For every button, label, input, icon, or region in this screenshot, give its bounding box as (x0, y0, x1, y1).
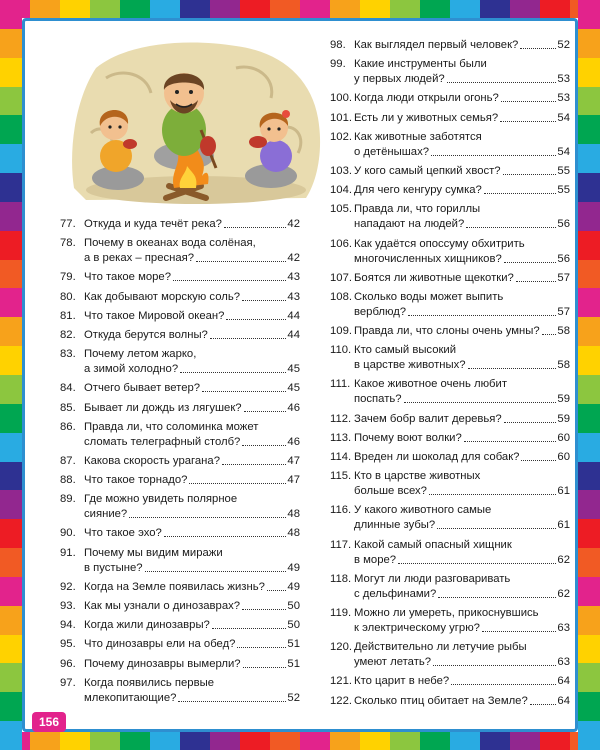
toc-entry-page: 57 (557, 271, 570, 284)
toc-entry-title: Вреден ли шоколад для собак? (354, 451, 520, 463)
toc-entry-title: Почему в океанах вода солёная, (84, 237, 256, 250)
toc-entry-page: 56 (557, 218, 570, 231)
toc-entry-page: 45 (287, 382, 300, 395)
leader-dots (222, 454, 286, 465)
toc-entry[interactable] (60, 217, 300, 232)
leader-dots (500, 111, 556, 122)
leader-dots (210, 328, 287, 339)
toc-entry[interactable] (60, 637, 300, 652)
toc-entry-page: 43 (287, 290, 300, 303)
leader-dots (484, 183, 557, 194)
leader-dots (244, 401, 287, 412)
toc-entry[interactable] (330, 431, 570, 446)
leader-dots (242, 290, 286, 301)
rainbow-border-top (0, 0, 600, 18)
toc-entry-title: умеют летать? (354, 656, 432, 669)
caveman-family-campfire-illustration (66, 38, 324, 208)
leader-dots (429, 484, 556, 495)
leader-dots (466, 217, 556, 228)
leader-dots (237, 637, 286, 648)
toc-entry-page: 63 (557, 656, 570, 669)
toc-entry-title: сломать телеграфный столб? (84, 435, 241, 448)
leader-dots (178, 691, 286, 702)
toc-entry-title: Есть ли у животных семья? (354, 111, 499, 124)
leader-dots (189, 473, 286, 484)
toc-entry-page: 47 (287, 454, 300, 467)
toc-entry-page: 54 (557, 145, 570, 158)
toc-entry[interactable] (60, 347, 300, 377)
toc-entry-number: 99. (330, 58, 346, 71)
toc-entry-title: Как мы узнали о динозаврах? (84, 600, 241, 612)
toc-entry-title: Какова скорость урагана? (84, 454, 220, 467)
toc-entry-number: 120. (330, 641, 352, 654)
toc-entry[interactable] (330, 91, 570, 106)
toc-entry-page: 43 (287, 271, 300, 284)
toc-entry-number: 87. (60, 454, 76, 467)
toc-entry-page: 56 (557, 252, 570, 265)
toc-entry-page: 52 (287, 691, 300, 704)
leader-dots (129, 507, 286, 518)
toc-entry-page: 50 (287, 600, 300, 612)
toc-right-column (330, 38, 570, 713)
toc-entry[interactable] (330, 674, 570, 689)
toc-entry[interactable] (60, 676, 300, 706)
toc-entry-page: 48 (287, 527, 300, 540)
toc-entry-page: 44 (287, 328, 300, 341)
toc-left-column (60, 217, 300, 710)
leader-dots (504, 252, 557, 263)
toc-entry[interactable] (60, 236, 300, 266)
toc-entry-number: 112. (330, 412, 352, 425)
toc-entry-title: Какое животное очень любит (354, 378, 508, 391)
toc-entry-number: 98. (330, 39, 346, 51)
toc-entry-number: 108. (330, 290, 352, 303)
toc-entry[interactable] (330, 237, 570, 267)
toc-entry-title: длинные зубы? (354, 519, 436, 532)
toc-entry[interactable] (60, 618, 300, 633)
toc-entry-title: Зачем бобр валит деревья? (354, 412, 502, 425)
toc-entry-title: а в реках – пресная? (84, 252, 195, 265)
toc-entry-number: 82. (60, 328, 76, 341)
toc-entry-title: Когда на Земле появилась жизнь? (84, 580, 265, 593)
toc-entry[interactable] (60, 381, 300, 396)
toc-entry-title: Что такое торнадо? (84, 474, 188, 487)
leader-dots (482, 621, 556, 632)
toc-entry-page: 46 (287, 435, 300, 448)
toc-entry-number: 109. (330, 325, 352, 338)
toc-entry-title: Бывает ли дождь из лягушек? (84, 401, 242, 414)
page-number-badge: 156 (32, 712, 66, 732)
toc-entry-number: 111. (330, 378, 351, 391)
toc-entry[interactable] (330, 343, 570, 373)
toc-entry-number: 92. (60, 580, 76, 593)
toc-entry[interactable] (330, 538, 570, 568)
leader-dots (431, 145, 556, 156)
leader-dots (530, 694, 557, 705)
toc-entry-number: 77. (60, 218, 76, 230)
toc-entry-title: Откуда берутся волны? (84, 328, 208, 341)
toc-entry-number: 106. (330, 237, 352, 250)
toc-entry[interactable] (60, 290, 300, 305)
toc-entry-page: 42 (287, 252, 300, 265)
toc-entry-title: Кто царит в небе? (354, 675, 450, 688)
leader-dots (202, 381, 286, 392)
leader-dots (501, 91, 557, 102)
toc-entry-page: 50 (287, 619, 300, 632)
toc-entry-number: 117. (330, 538, 352, 551)
toc-entry-title: Сколько птиц обитает на Земле? (354, 694, 528, 707)
toc-entry-page: 62 (557, 553, 570, 566)
leader-dots (145, 561, 287, 572)
toc-entry-title: Какие инструменты были (354, 58, 487, 71)
toc-entry-page: 60 (557, 431, 570, 444)
toc-entry[interactable] (60, 454, 300, 469)
toc-entry-number: 95. (60, 638, 76, 651)
toc-entry-number: 115. (330, 470, 352, 483)
leader-dots (447, 72, 557, 83)
toc-entry-number: 84. (60, 382, 76, 395)
toc-entry[interactable] (60, 526, 300, 541)
toc-entry[interactable] (330, 694, 570, 709)
leader-dots (468, 358, 557, 369)
toc-entry-title: Действительно ли летучие рыбы (354, 641, 527, 654)
toc-entry-page: 49 (287, 580, 300, 593)
toc-entry-title: в море? (354, 553, 397, 566)
toc-entry-title: Как добывают морскую соль? (84, 290, 240, 303)
toc-entry-number: 83. (60, 348, 76, 361)
toc-entry-page: 47 (287, 474, 300, 487)
toc-entry-number: 78. (60, 237, 76, 250)
toc-entry-title: Где можно увидеть полярное (84, 493, 238, 506)
toc-entry[interactable] (330, 503, 570, 533)
toc-entry-page: 59 (557, 412, 570, 425)
toc-entry-page: 61 (557, 485, 570, 498)
toc-entry-number: 122. (330, 694, 352, 707)
leader-dots (542, 324, 557, 335)
toc-entry-number: 96. (60, 657, 76, 670)
toc-entry-title: верблюд? (354, 305, 407, 318)
leader-dots (464, 431, 557, 442)
toc-entry-number: 85. (60, 401, 76, 414)
rainbow-border-right (578, 0, 600, 750)
toc-entry[interactable] (330, 164, 570, 179)
toc-entry[interactable] (330, 38, 570, 53)
leader-dots (173, 270, 286, 281)
leader-dots (404, 392, 557, 403)
toc-entry-number: 79. (60, 271, 76, 284)
toc-entry-number: 91. (60, 546, 76, 559)
toc-entry-page: 51 (287, 638, 300, 651)
toc-entry-title: Как удаётся опоссуму обхитрить (354, 237, 525, 250)
toc-entry-number: 105. (330, 203, 352, 216)
toc-entry-title: Почему мы видим миражи (84, 546, 223, 559)
toc-entry-page: 52 (557, 39, 570, 51)
toc-entry[interactable] (60, 473, 300, 488)
toc-entry[interactable] (330, 271, 570, 286)
toc-entry-page: 42 (287, 218, 300, 230)
toc-entry[interactable] (60, 580, 300, 595)
leader-dots (398, 553, 556, 564)
toc-entry-page: 49 (287, 561, 300, 574)
toc-entry-title: Сколько воды может выпить (354, 290, 504, 303)
toc-entry-title: У кого самый цепкий хвост? (354, 164, 501, 177)
toc-entry[interactable] (60, 328, 300, 343)
toc-entry[interactable] (60, 492, 300, 522)
toc-entry-page: 55 (557, 184, 570, 197)
toc-entry-page: 57 (557, 305, 570, 318)
toc-entry[interactable] (60, 546, 300, 576)
toc-entry-page: 58 (557, 325, 570, 338)
toc-entry-title: Кто самый высокий (354, 344, 457, 357)
toc-entry-number: 80. (60, 290, 76, 303)
toc-entry-title: Можно ли умереть, прикоснувшись (354, 606, 539, 619)
toc-entry-title: к электрическому угрю? (354, 621, 480, 634)
toc-entry-page: 60 (557, 451, 570, 463)
toc-entry-number: 88. (60, 474, 76, 487)
leader-dots (267, 580, 287, 591)
rainbow-border-left (0, 0, 22, 750)
toc-entry-page: 64 (557, 675, 570, 688)
toc-entry-number: 114. (330, 451, 352, 463)
toc-entry[interactable] (60, 401, 300, 416)
toc-entry-number: 89. (60, 493, 76, 506)
toc-entry-number: 94. (60, 619, 76, 632)
toc-entry-number: 102. (330, 130, 352, 143)
leader-dots (226, 309, 286, 320)
leader-dots (516, 271, 557, 282)
toc-entry-number: 100. (330, 92, 352, 105)
toc-entry-number: 97. (60, 676, 76, 689)
toc-entry-page: 53 (557, 92, 570, 105)
toc-entry[interactable] (330, 606, 570, 636)
toc-entry-page: 51 (287, 657, 300, 670)
toc-entry-title: многочисленных хищников? (354, 252, 502, 265)
toc-entry-title: У какого животного самые (354, 504, 492, 517)
toc-entry[interactable] (330, 572, 570, 602)
toc-entry-number: 90. (60, 527, 76, 540)
toc-entry-page: 53 (557, 73, 570, 86)
toc-entry-page: 46 (287, 401, 300, 414)
toc-entry-number: 104. (330, 184, 352, 197)
toc-entry-title: о детёнышах? (354, 145, 430, 158)
toc-entry-page: 64 (557, 694, 570, 707)
toc-entry-page: 48 (287, 508, 300, 521)
toc-entry-title: Почему динозавры вымерли? (84, 657, 241, 670)
toc-entry-title: Отчего бывает ветер? (84, 382, 201, 395)
leader-dots (212, 618, 287, 629)
toc-entry-title: поспать? (354, 393, 402, 406)
toc-entry-title: Боятся ли животные щекотки? (354, 271, 514, 284)
toc-entry-number: 101. (330, 111, 352, 124)
toc-entry-title: Что такое море? (84, 271, 171, 284)
toc-entry-title: нападают на людей? (354, 218, 465, 231)
toc-entry-title: Как животные заботятся (354, 130, 482, 143)
toc-entry-number: 103. (330, 164, 352, 177)
leader-dots (408, 305, 556, 316)
toc-entry[interactable] (330, 130, 570, 160)
toc-entry-number: 81. (60, 309, 76, 322)
toc-entry-title: Что динозавры ели на обед? (84, 638, 236, 651)
toc-entry-number: 110. (330, 344, 352, 357)
leader-dots (503, 164, 557, 175)
toc-entry-title: Когда жили динозавры? (84, 619, 210, 632)
toc-entry-title: Откуда и куда течёт река? (84, 218, 222, 230)
leader-dots (224, 217, 287, 228)
toc-entry-title: у первых людей? (354, 73, 445, 86)
toc-entry[interactable] (60, 599, 300, 614)
rainbow-border-bottom (0, 732, 600, 750)
toc-entry-page: 44 (287, 309, 300, 322)
toc-entry[interactable] (60, 657, 300, 672)
toc-entry-title: а зимой холодно? (84, 363, 179, 376)
toc-entry-page: 61 (557, 519, 570, 532)
toc-entry[interactable] (60, 309, 300, 324)
toc-entry[interactable] (60, 420, 300, 450)
leader-dots (180, 362, 286, 373)
toc-entry-title: сияние? (84, 508, 128, 521)
toc-entry[interactable] (330, 412, 570, 427)
toc-entry-page: 63 (557, 621, 570, 634)
toc-entry[interactable] (330, 290, 570, 320)
leader-dots (451, 674, 556, 685)
toc-entry-title: Что такое Мировой океан? (84, 309, 225, 322)
toc-entry-page: 62 (557, 587, 570, 600)
toc-entry-number: 107. (330, 271, 352, 284)
toc-entry[interactable] (330, 469, 570, 499)
toc-entry-page: 58 (557, 359, 570, 372)
toc-entry-title: с дельфинами? (354, 587, 437, 600)
toc-entry-number: 93. (60, 600, 76, 612)
toc-entry-number: 113. (330, 431, 352, 444)
toc-entry-title: Какой самый опасный хищник (354, 538, 512, 551)
toc-entry-title: млекопитающие? (84, 691, 177, 704)
toc-entry-title: Кто в царстве животных (354, 470, 481, 483)
toc-entry-number: 121. (330, 675, 352, 688)
toc-entry-page: 45 (287, 363, 300, 376)
toc-entry-title: в пустыне? (84, 561, 143, 574)
leader-dots (242, 599, 286, 610)
leader-dots (521, 450, 556, 461)
toc-entry-title: Правда ли, что слоны очень умны? (354, 325, 540, 338)
leader-dots (520, 38, 556, 49)
toc-entry[interactable] (330, 324, 570, 339)
toc-entry-title: Что такое эхо? (84, 527, 162, 540)
leader-dots (504, 412, 557, 423)
leader-dots (433, 655, 556, 666)
leader-dots (196, 251, 286, 262)
leader-dots (438, 587, 556, 598)
toc-entry-page: 55 (557, 164, 570, 177)
toc-entry-title: Почему воют волки? (354, 431, 462, 444)
toc-entry-number: 119. (330, 606, 352, 619)
toc-entry-page: 59 (557, 393, 570, 406)
toc-entry-title: Для чего кенгуру сумка? (354, 184, 482, 197)
toc-entry[interactable] (330, 202, 570, 232)
toc-entry-number: 86. (60, 420, 76, 433)
toc-entry[interactable] (330, 111, 570, 126)
toc-entry-number: 118. (330, 572, 352, 585)
toc-entry-title: больше всех? (354, 485, 427, 498)
toc-entry-page: 54 (557, 111, 570, 124)
leader-dots (437, 518, 556, 529)
toc-entry[interactable] (330, 450, 570, 465)
toc-entry-number: 116. (330, 504, 352, 517)
toc-entry-title: Когда появились первые (84, 676, 214, 689)
toc-entry[interactable] (330, 183, 570, 198)
leader-dots (243, 657, 287, 668)
toc-entry-title: в царстве животных? (354, 359, 466, 372)
toc-entry[interactable] (330, 377, 570, 407)
toc-entry[interactable] (330, 640, 570, 670)
toc-entry[interactable] (60, 270, 300, 285)
toc-entry-title: Правда ли, что соломинка может (84, 420, 259, 433)
toc-entry[interactable] (330, 57, 570, 87)
leader-dots (164, 526, 287, 537)
toc-entry-title: Почему летом жарко, (84, 348, 197, 361)
toc-entry-title: Когда люди открыли огонь? (354, 92, 499, 105)
toc-entry-title: Могут ли люди разговаривать (354, 572, 511, 585)
toc-entry-title: Как выглядел первый человек? (354, 39, 519, 51)
toc-entry-title: Правда ли, что гориллы (354, 203, 481, 216)
leader-dots (242, 435, 286, 446)
